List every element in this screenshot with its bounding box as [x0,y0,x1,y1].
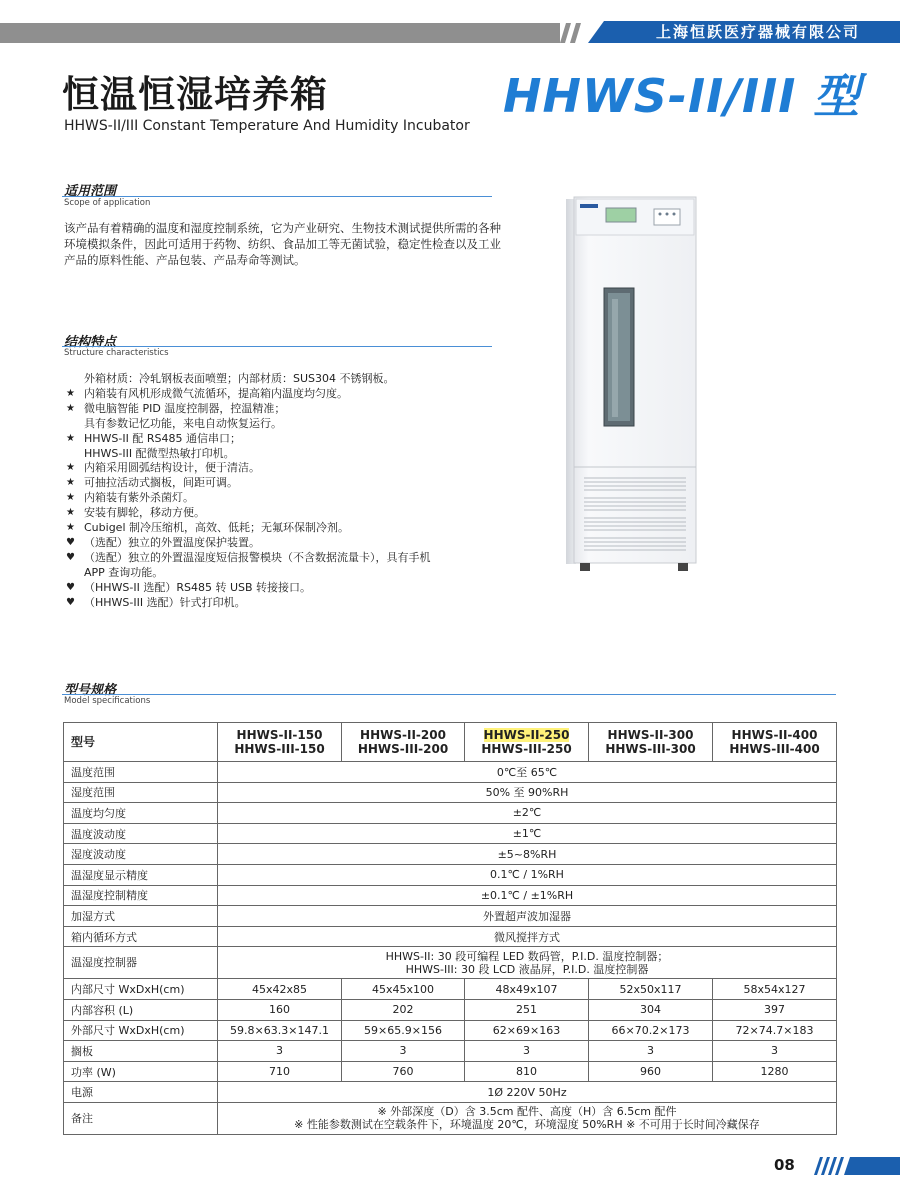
model-name: HHWS-II-200 [360,728,446,742]
feature-item [64,596,504,611]
feature-text: 外箱材质：冷轧钢板表面喷塑；内部材质：SUS304 不锈钢板。 [84,372,395,385]
table-cell: 3 [342,1041,465,1062]
table-cell: 3 [713,1041,837,1062]
incubator-image [560,195,710,575]
feature-list [64,372,504,611]
feature-text: Cubigel 制冷压缩机，高效、低耗；无氟环保制冷剂。 [84,521,349,535]
model-name: HHWS-II-300 [607,728,694,742]
table-row [64,762,837,783]
feature-text: HHWS-II 配 RS485 通信串口； [84,431,241,445]
table-cell: 66×70.2×173 [589,1020,713,1041]
merged-cell-line: ※ 性能参数测试在空载条件下，环境温度 20℃，环境湿度 50%RH ※ 不可用于长时间冷藏保存 [294,1118,760,1132]
table-cell: 59.8×63.3×147.1 [218,1020,342,1041]
feature-item [64,387,504,402]
merged-cell-line: HHWS-II: 30 段可编程 LED 数码管，P.I.D. 温度控制器； [385,949,669,963]
star-icon: ★ [66,462,75,474]
specs-divider [62,694,836,695]
specs-heading: 型号规格 [64,683,117,698]
table-row [64,1082,837,1103]
page-number: 08 [774,1156,795,1174]
feature-item [64,372,504,387]
table-cell-merged: 微风搅拌方式 [218,926,837,947]
structure-heading-en: Structure characteristics [64,348,169,358]
scope-divider [62,196,492,197]
table-cell-merged: ±1℃ [218,823,837,844]
table-row [64,1061,837,1082]
row-label: 内部尺寸 WxDxH(cm) [64,979,218,1000]
model-name: HHWS-III-250 [481,742,572,756]
table-cell-merged [218,947,837,979]
table-cell: 3 [465,1041,589,1062]
table-row [64,906,837,927]
table-row [64,1041,837,1062]
heart-icon: ♥ [66,536,75,548]
star-icon: ★ [66,507,75,519]
star-icon: ★ [66,477,75,489]
model-column-header [342,723,465,762]
table-cell: 304 [589,999,713,1020]
model-column-header [465,723,589,762]
star-icon: ★ [66,522,75,534]
heart-icon: ♥ [66,581,75,593]
structure-heading: 结构特点 [64,335,117,350]
feature-text: （选配）独立的外置温度保护装置。 [84,535,260,549]
heart-icon: ♥ [66,551,75,563]
table-row [64,844,837,865]
table-cell: 58x54x127 [713,979,837,1000]
feature-text: 内箱装有紫外杀菌灯。 [84,491,194,505]
table-row [64,999,837,1020]
table-row [64,1020,837,1041]
row-label: 功率 (W) [64,1061,218,1082]
feature-text: 微电脑智能 PID 温度控制器，控温精准； [84,401,286,415]
model-column-header [589,723,713,762]
table-row [64,979,837,1000]
table-row [64,823,837,844]
table-cell: 810 [465,1061,589,1082]
table-row [64,926,837,947]
feature-item [64,432,504,462]
table-cell-merged: 0.1℃ / 1%RH [218,864,837,885]
feature-item [64,491,504,506]
feature-item [64,476,504,491]
row-label: 备注 [64,1102,218,1134]
table-cell-merged: ±2℃ [218,803,837,824]
table-cell: 202 [342,999,465,1020]
table-cell: 52x50x117 [589,979,713,1000]
model-name: HHWS-III-200 [357,742,449,756]
table-cell: 1280 [713,1061,837,1082]
table-cell: 62×69×163 [465,1020,589,1041]
feature-item [64,581,504,596]
table-cell-merged: 0℃至 65℃ [218,762,837,783]
table-cell: 3 [218,1041,342,1062]
feature-text: 可抽拉活动式搁板，间距可调。 [84,476,238,490]
row-label: 搁板 [64,1041,218,1062]
table-cell: 710 [218,1061,342,1082]
footer-stripes [814,1157,900,1177]
column-header-model: 型号 [64,723,218,762]
table-row [64,782,837,803]
table-row [64,885,837,906]
table-cell: 160 [218,999,342,1020]
heart-icon: ♥ [66,596,75,608]
table-cell-merged: ±5~8%RH [218,844,837,865]
model-name: HHWS-II-150 [236,728,323,742]
row-label: 温湿度控制精度 [64,885,218,906]
page-subtitle: HHWS-II/III Constant Temperature And Humidity Incubator [64,118,470,134]
row-label: 外部尺寸 WxDxH(cm) [64,1020,218,1041]
table-header-row [64,723,837,762]
feature-text: 内箱装有风机形成微气流循环，提高箱内温度均匀度。 [84,386,348,400]
merged-cell-line: HHWS-III: 30 段 LCD 液晶屏，P.I.D. 温度控制器 [405,962,649,976]
feature-text: 安装有脚轮，移动方便。 [84,506,205,520]
row-label: 内部容积 (L) [64,999,218,1020]
table-cell: 45x42x85 [218,979,342,1000]
model-name: HHWS-III-400 [729,742,820,756]
star-icon: ★ [66,492,75,504]
table-cell: 72×74.7×183 [713,1020,837,1041]
model-name-highlighted: HHWS-II-250 [483,728,570,742]
star-icon: ★ [66,387,75,399]
table-cell: 45x45x100 [342,979,465,1000]
star-icon: ★ [66,402,75,414]
spec-table [63,722,837,1135]
specs-heading-en: Model specifications [64,696,151,706]
feature-text: （选配）独立的外置温湿度短信报警模块（不含数据流量卡），具有手机 [84,550,431,564]
feature-item [64,551,504,581]
table-cell-merged [218,1102,837,1134]
row-label: 温度均匀度 [64,803,218,824]
row-label: 湿度范围 [64,782,218,803]
table-row [64,947,837,979]
row-label: 温湿度控制器 [64,947,218,979]
row-label: 温度范围 [64,762,218,783]
table-cell: 59×65.9×156 [342,1020,465,1041]
company-name: 上海恒跃医疗器械有限公司 [655,23,860,41]
feature-item [64,521,504,536]
structure-divider [62,346,492,347]
table-cell: 760 [342,1061,465,1082]
table-cell: 251 [465,999,589,1020]
model-column-header [713,723,837,762]
feature-item [64,536,504,551]
row-label: 湿度波动度 [64,844,218,865]
table-row [64,803,837,824]
feature-text: 内箱采用圆弧结构设计，便于清洁。 [84,461,260,475]
table-cell-merged: 外置超声波加湿器 [218,906,837,927]
scope-heading: 适用范围 [64,184,117,199]
row-label: 温度波动度 [64,823,218,844]
feature-text: HHWS-III 配微型热敏打印机。 [84,446,235,460]
header-gray-bar [0,23,560,43]
scope-heading-en: Scope of application [64,198,151,208]
feature-text: （HHWS-III 选配）针式打印机。 [84,595,246,609]
feature-text: （HHWS-II 选配）RS485 转 USB 转接接口。 [84,580,312,594]
table-row [64,1102,837,1134]
model-title: HHWS-II/III 型 [503,69,861,123]
star-icon: ★ [66,432,75,444]
feature-item [64,506,504,521]
model-name: HHWS-II-400 [731,728,818,742]
row-label: 加湿方式 [64,906,218,927]
row-label: 箱内循环方式 [64,926,218,947]
table-cell: 960 [589,1061,713,1082]
table-cell: 48x49x107 [465,979,589,1000]
row-label: 温湿度显示精度 [64,864,218,885]
model-name: HHWS-III-300 [605,742,696,756]
table-cell-merged: ±0.1℃ / ±1%RH [218,885,837,906]
page-title: 恒温恒湿培养箱 [62,73,328,116]
feature-text: 具有参数记忆功能，来电自动恢复运行。 [84,416,282,430]
feature-item [64,402,504,432]
table-cell-merged: 50% 至 90%RH [218,782,837,803]
merged-cell-line: ※ 外部深度（D）含 3.5cm 配件、高度（H）含 6.5cm 配件 [377,1105,677,1119]
model-column-header [218,723,342,762]
model-name: HHWS-III-150 [234,742,325,756]
table-cell: 3 [589,1041,713,1062]
table-cell-merged: 1Ø 220V 50Hz [218,1082,837,1103]
table-cell: 397 [713,999,837,1020]
row-label: 电源 [64,1082,218,1103]
feature-text: APP 查询功能。 [84,565,164,579]
feature-item [64,461,504,476]
scope-text: 该产品有着精确的温度和湿度控制系统，它为产业研究、生物技术测试提供所需的各种环境模拟条件，因此可适用于药物、纺织、食品加工等无菌试验，稳定性检查以及工业产品的原料性能、产品包装、产品寿命等测试。 [64,221,501,267]
table-row [64,864,837,885]
